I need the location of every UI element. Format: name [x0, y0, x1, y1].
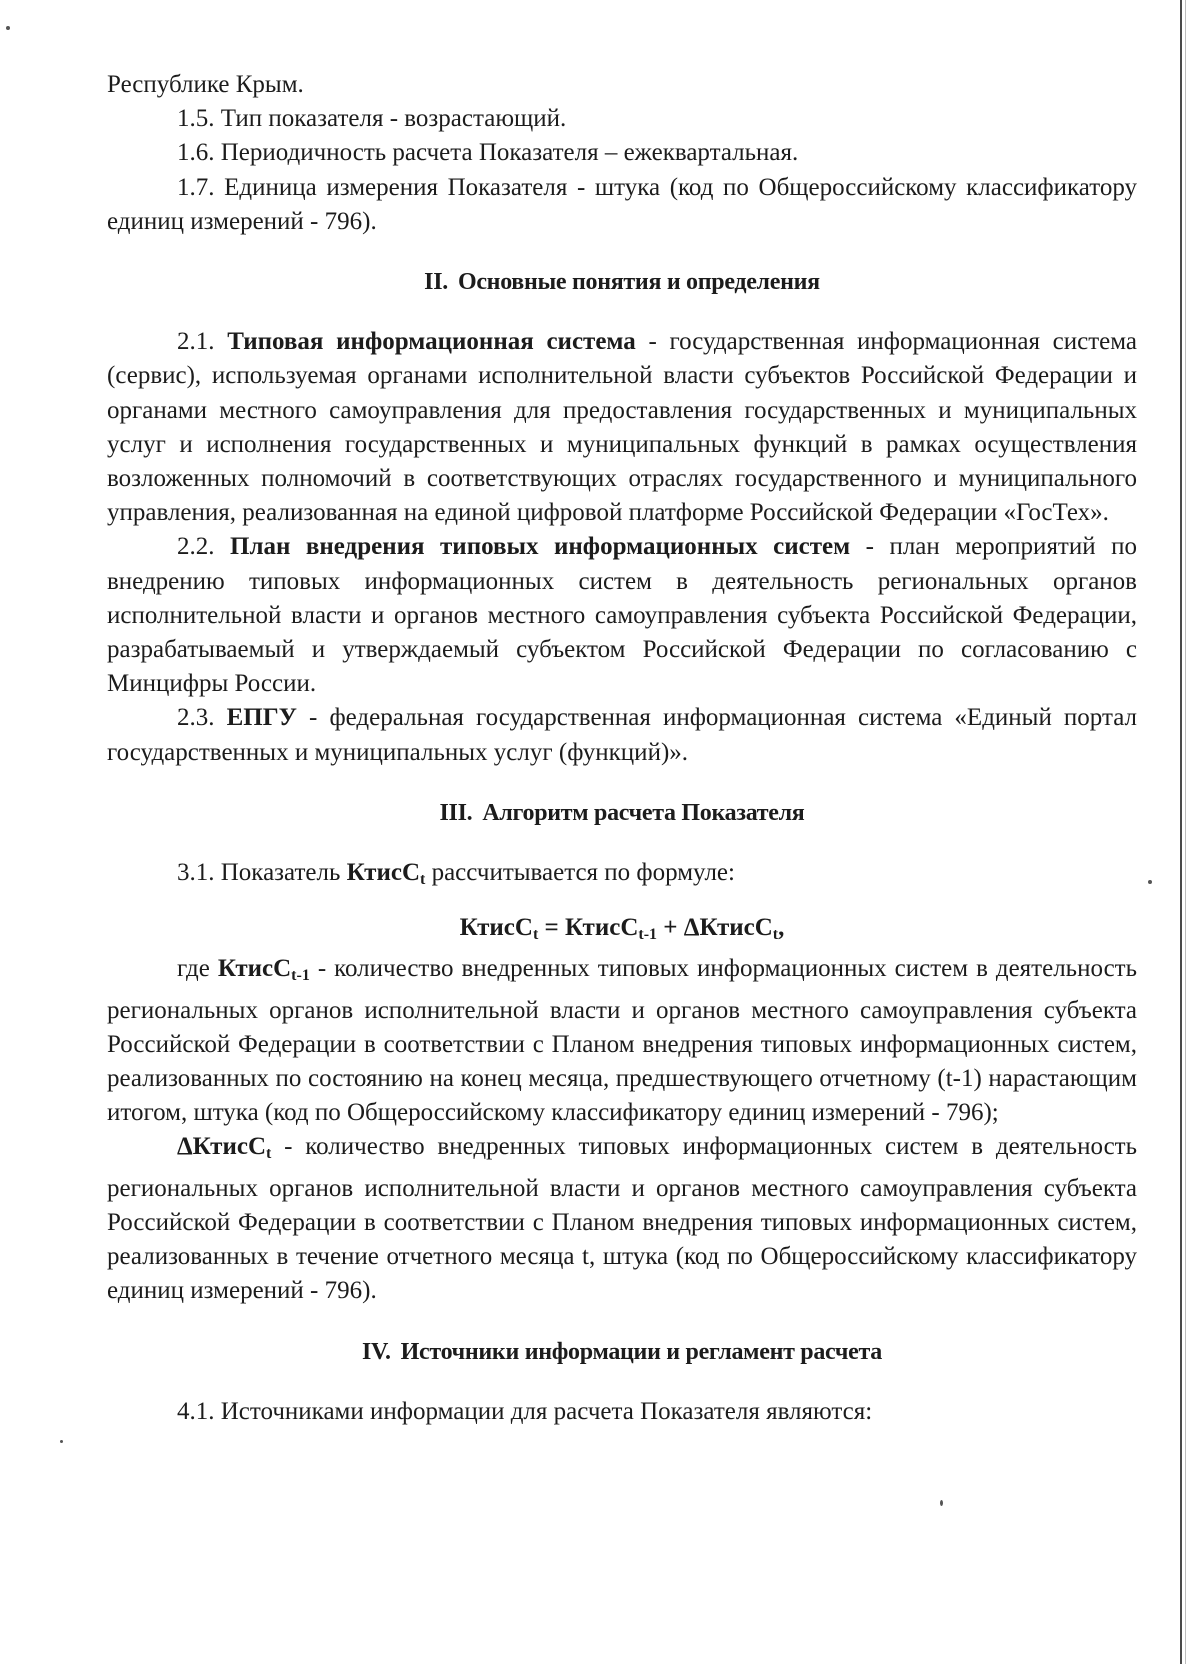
paragraph-2-1-number: 2.1.	[177, 328, 215, 356]
paragraph-2-1	[107, 325, 1137, 530]
formula-tail: ,	[778, 914, 785, 942]
paragraph-1-5: 1.5. Тип показателя - возрастающий.	[177, 105, 567, 133]
paragraph-where-pre: где	[177, 955, 218, 983]
paragraph-2-3	[107, 701, 1137, 769]
term-ktiss-t-base: КтисС	[346, 859, 420, 887]
paragraph-3-1-post: рассчитывается по формуле:	[425, 859, 735, 887]
paragraph-3-1	[107, 856, 1137, 897]
formula-term-c: ΔКтисС	[683, 914, 773, 942]
section-3-title: Алгоритм расчета Показателя	[482, 799, 805, 826]
formula-term-a: КтисС	[459, 914, 533, 942]
formula-plus: +	[657, 914, 684, 942]
term-delta-ktiss-t	[177, 1133, 272, 1163]
term-ktiss-t	[346, 859, 426, 889]
paragraph-where-text: - количество внедренных типовых информационных систем в деятельность региональных органов исполнительной власти и органов местного самоуправления субъекта Российской Федерации в соответствии с Планом внедрения типовых информационных систем, реализованных по состоянию на конец месяца, предшествующего отчетному (t-1) нарастающим итогом, штука (код по Общероссийскому классификатору единиц измерений - 796);	[107, 955, 1137, 1127]
scan-speck	[6, 26, 10, 30]
paragraph-2-2	[107, 530, 1137, 701]
scan-speck	[940, 1500, 943, 1506]
paragraph-delta	[107, 1130, 1137, 1308]
section-4-heading	[107, 1335, 1137, 1369]
page-edge-line	[1180, 0, 1182, 1664]
formula-term-c-sub: t	[772, 926, 779, 944]
section-2-number: II.	[424, 269, 448, 296]
section-3-heading	[107, 796, 1137, 830]
term-ktiss-t-sub: t	[420, 871, 426, 889]
paragraph-where	[107, 952, 1137, 1130]
paragraph-2-2-text: - план мероприятий по внедрению типовых информационных систем в деятельность региональных органов исполнительной власти и органов местного самоуправления субъекта Российской Федерации, разрабатываемый и утверждаемый субъектом Российской Федерации по согласованию с Минцифры России.	[107, 533, 1137, 698]
section-4-number: IV.	[361, 1338, 391, 1365]
paragraph-intro: Республике Крым.	[107, 71, 304, 98]
paragraph-2-2-number: 2.2.	[177, 533, 215, 561]
page-edge-shadow	[1185, 0, 1186, 1664]
term-implementation-plan: План внедрения типовых информационных систем	[230, 533, 851, 561]
paragraph-1-7: 1.7. Единица измерения Показателя - штука (код по Общероссийскому классификатору единиц измерений - 796).	[107, 173, 1137, 235]
term-ktiss-t-1-sub: t-1	[291, 967, 310, 985]
paragraph-4-1: 4.1. Источниками информации для расчета Показателя являются:	[177, 1397, 873, 1425]
scan-speck	[1148, 880, 1152, 884]
section-4-title: Источники информации и регламент расчета	[400, 1338, 882, 1365]
formula	[107, 911, 1137, 952]
paragraph-2-3-number: 2.3.	[177, 704, 215, 732]
paragraph-2-1-text: - государственная информационная система (сервис), используемая органами исполнительной власти субъектов Российской Федерации и органами местного самоуправления для предоставления государственных и муниципальных услуг и исполнения государственных и муниципальных функций в рамках осуществления возложенных полномочий в соответствующих отраслях государственного и муниципального управления, реализованная на единой цифровой платформе Российской Федерации «ГосТех».	[107, 328, 1137, 527]
paragraph-3-1-pre: 3.1. Показатель	[177, 859, 347, 887]
term-ktiss-t-1-base: КтисС	[217, 955, 292, 983]
formula-term-a-sub: t	[532, 926, 539, 944]
formula-term-b: КтисС	[565, 914, 639, 942]
term-typical-system: Типовая информационная система	[227, 328, 636, 356]
formula-term-b-sub: t-1	[638, 926, 658, 944]
term-ktiss-t-1	[217, 955, 310, 985]
paragraph-2-3-text: - федеральная государственная информационная система «Единый портал государственных и муниципальных услуг (функций)».	[107, 704, 1138, 766]
term-delta-ktiss-t-base: ΔКтисС	[177, 1133, 267, 1161]
section-2-title: Основные понятия и определения	[457, 269, 820, 296]
paragraph-1-6: 1.6. Периодичность расчета Показателя – ежеквартальная.	[177, 139, 799, 167]
formula-equals: =	[538, 914, 566, 942]
term-epgu: ЕПГУ	[226, 704, 297, 732]
scan-speck	[60, 1440, 63, 1443]
section-2-heading	[107, 265, 1137, 299]
section-3-number: III.	[439, 799, 473, 826]
document-body	[107, 68, 1137, 1429]
term-delta-ktiss-t-sub: t	[266, 1145, 272, 1163]
paragraph-delta-text: - количество внедренных типовых информационных систем в деятельность региональных органов исполнительной власти и органов местного самоуправления субъекта Российской Федерации в соответствии с Планом внедрения типовых информационных систем, реализованных в течение отчетного месяца t, штука (код по Общероссийскому классификатору единиц измерений - 796).	[107, 1133, 1137, 1305]
